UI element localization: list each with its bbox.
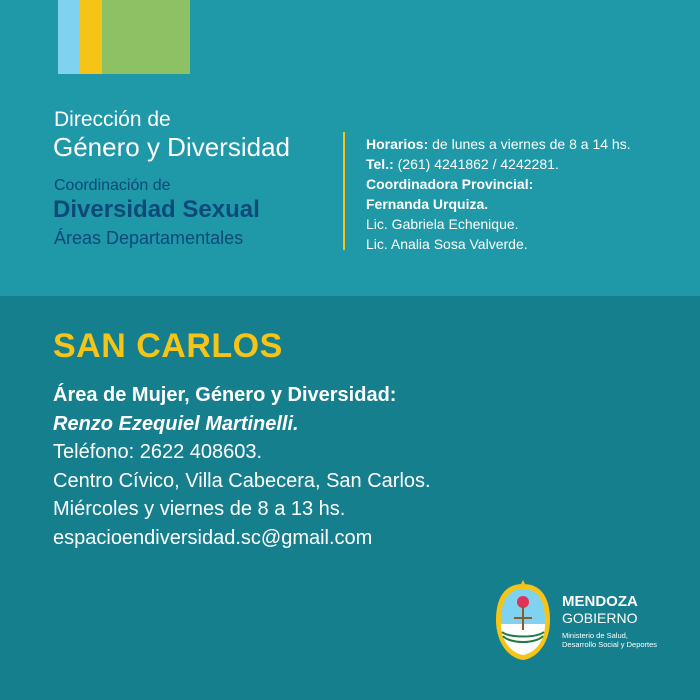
location-address: Centro Cívico, Villa Cabecera, San Carlos. (53, 469, 431, 492)
contact-person: Renzo Ezequiel Martinelli. (53, 412, 299, 435)
coordination-title-line1: Coordinación de (54, 177, 171, 194)
hours-line (366, 134, 631, 154)
direction-title-line1: Dirección de (54, 108, 171, 131)
contact-info-block (366, 134, 631, 254)
logo-ministry-line2: Desarrollo Social y Deportes (562, 640, 658, 649)
logo-ministry (562, 631, 657, 649)
location-schedule: Miércoles y viernes de 8 a 13 hs. (53, 498, 346, 521)
area-title: Área de Mujer, Género y Diversidad: (53, 384, 397, 406)
phone-label: Tel.: (366, 156, 394, 172)
hours-value: de lunes a viernes de 8 a 14 hs. (428, 136, 631, 152)
decor-stripe-green (102, 0, 190, 74)
coordinator-label: Coordinadora Provincial: (366, 176, 534, 192)
direction-title-line2: Género y Diversidad (53, 132, 290, 162)
city-title: SAN CARLOS (53, 327, 283, 365)
mendoza-coat-of-arms-icon (492, 578, 554, 662)
staff-1: Lic. Gabriela Echenique. (366, 216, 519, 232)
coordination-title-line3: Áreas Departamentales (54, 228, 244, 248)
location-details (53, 381, 431, 553)
phone-value: (261) 4241862 / 4242281. (393, 156, 559, 172)
decor-stripe-yellow (80, 0, 102, 74)
location-phone: Teléfono: 2622 408603. (53, 441, 263, 464)
decor-stripe-blue (58, 0, 80, 74)
coordination-title-line2: Diversidad Sexual (53, 196, 260, 223)
logo-ministry-line1: Ministerio de Salud, (562, 631, 628, 640)
logo-title: MENDOZA (562, 593, 638, 610)
phone-line (366, 154, 631, 174)
logo-subtitle: GOBIERNO (562, 610, 638, 626)
location-email: espacioendiversidad.sc@gmail.com (53, 526, 373, 549)
staff-2: Lic. Analia Sosa Valverde. (366, 236, 528, 252)
coordinator-name: Fernanda Urquiza. (366, 196, 489, 212)
divider-line (343, 132, 345, 250)
hours-label: Horarios: (366, 136, 429, 152)
